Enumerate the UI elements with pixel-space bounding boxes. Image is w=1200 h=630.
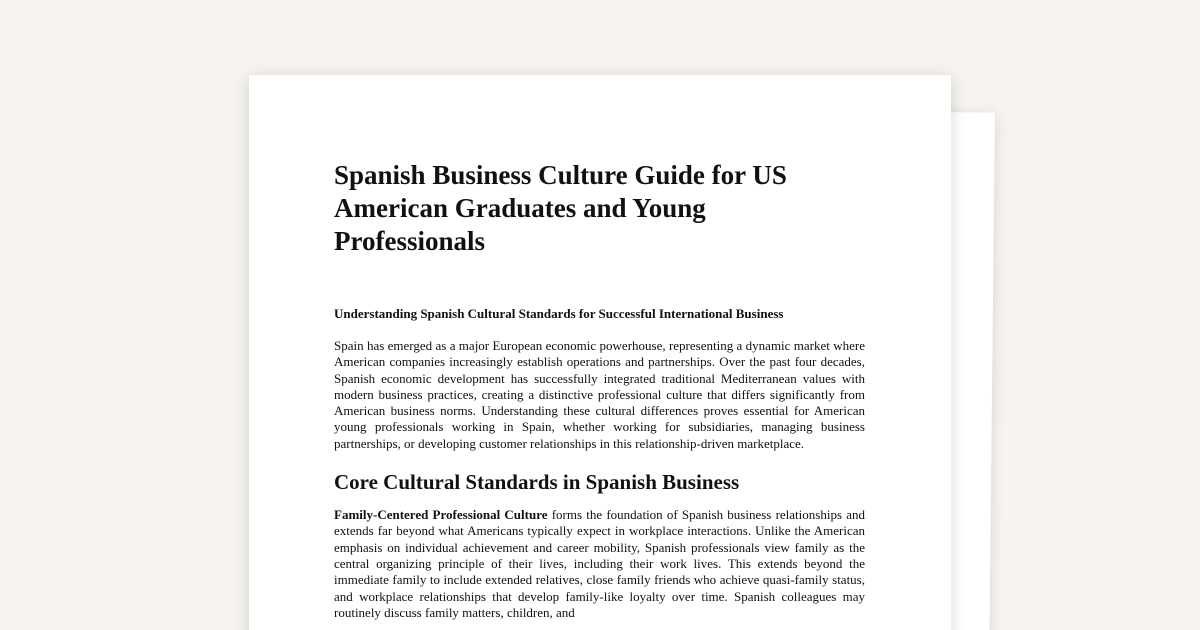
section-paragraph — [334, 507, 865, 621]
section-paragraph-lead: Family-Centered Professional Culture — [334, 507, 548, 523]
section-heading: Core Cultural Standards in Spanish Business — [334, 470, 740, 495]
document-subtitle: Understanding Spanish Cultural Standards for Successful International Business — [334, 306, 784, 321]
intro-paragraph: Spain has emerged as a major European economic powerhouse, representing a dynamic market where American companies increasingly establish operations and partnerships. Over the past four decades, Spanish economic development has successfully integrated traditional Mediterranean values with modern business practices, creating a distinctive professional culture that differs significantly from American business norms. Understanding these cultural differences proves essential for American young professionals working in Spain, whether working for subsidiaries, managing business partnerships, or developing customer relationships in this relationship-driven marketplace. — [334, 338, 865, 451]
front-page-sheet — [249, 75, 951, 630]
document-title: Spanish Business Culture Guide for US American Graduates and Young Professionals — [334, 160, 787, 256]
section-paragraph-text: forms the foundation of Spanish business relationships and extends far beyond what Americans typically expect in workplace interactions. Unlike the American emphasis on individual achievement and career mobility, Spanish professionals view family as the central organizing principle of their lives, including their work lives. This extends beyond the immediate family to include extended relatives, close family friends who achieve quasi-family status, and workplace relationships that develop family-like loyalty over time. Spanish colleagues may routinely discuss family matters, children, and — [334, 507, 865, 620]
page-content — [334, 159, 865, 621]
